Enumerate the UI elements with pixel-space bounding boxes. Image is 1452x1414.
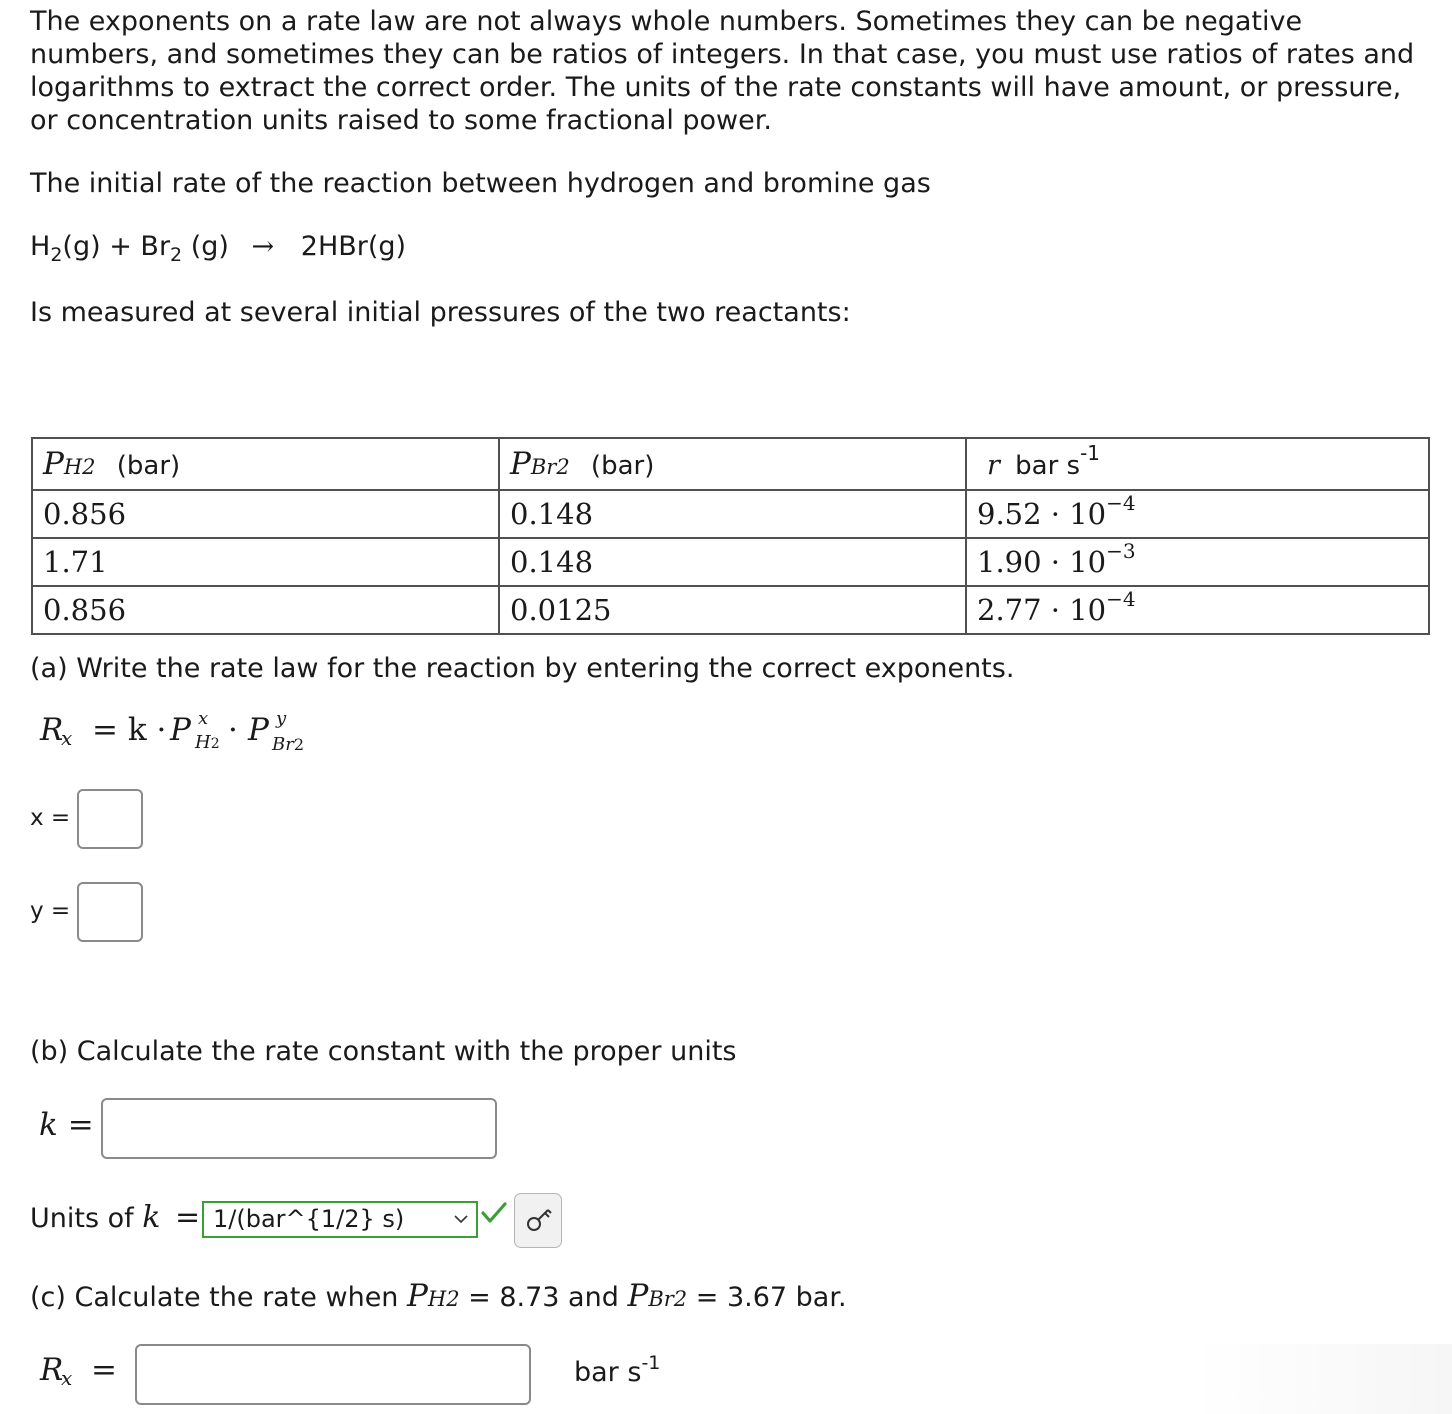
cell-rate: $1.90 \cdot 10^{-3}$ bbox=[966, 538, 1429, 586]
part-b-prompt: (b) Calculate the rate constant with the proper units bbox=[30, 1036, 737, 1067]
k-label: k = bbox=[39, 1107, 94, 1143]
bottom-fade bbox=[1192, 1344, 1452, 1414]
rx-label: R x = bbox=[40, 1352, 117, 1390]
units-selected-value: 1/(bar^{1/2} s) bbox=[213, 1205, 405, 1233]
key-button[interactable] bbox=[514, 1193, 562, 1248]
rate-law-formula: R x = k · P x H2 · P y Br2 bbox=[40, 708, 305, 755]
x-label: x = bbox=[30, 805, 71, 831]
cell-p-br2: 0.0125 bbox=[499, 586, 966, 634]
rate-data-table bbox=[31, 437, 1430, 635]
reaction-intro: The initial rate of the reaction between hydrogen and bromine gas bbox=[30, 168, 931, 199]
rate-unit: bar $s^{-1}$ bbox=[574, 1352, 661, 1388]
measured-text: Is measured at several initial pressures of the two reactants: bbox=[30, 297, 851, 328]
y-label: y = bbox=[30, 898, 71, 924]
header-rate: r bar $s^{-1}$ bbox=[966, 438, 1429, 490]
cell-p-h2: 0.856 bbox=[32, 490, 499, 538]
table-row bbox=[32, 586, 1429, 634]
units-label: Units of k = bbox=[30, 1200, 201, 1235]
check-icon bbox=[480, 1200, 508, 1226]
part-a-prompt: (a) Write the rate law for the reaction by entering the correct exponents. bbox=[30, 653, 1015, 684]
k-input[interactable] bbox=[101, 1098, 497, 1159]
header-p-br2: PBr2 (bar) bbox=[499, 438, 966, 490]
x-input[interactable] bbox=[77, 789, 143, 849]
reaction-equation: $H_2(g) + Br_2$ (g) → 2HBr(g) bbox=[30, 231, 407, 266]
table-row bbox=[32, 538, 1429, 586]
intro-text: The exponents on a rate law are not always whole numbers. Sometimes they can be negative numbers, and sometimes they can be ratios of integers. In that case, you must use ratios of rates and logarithms to extract the correct order. The units of the rate constants will have amount, or pressure, or concentration units raised to some fractional power. bbox=[30, 6, 1415, 136]
header-p-h2: PH2 (bar) bbox=[32, 438, 499, 490]
cell-p-h2: 0.856 bbox=[32, 586, 499, 634]
cell-p-h2: 1.71 bbox=[32, 538, 499, 586]
y-input[interactable] bbox=[77, 882, 143, 942]
key-icon bbox=[515, 1194, 563, 1249]
cell-rate: $9.52 \cdot 10^{-4}$ bbox=[966, 490, 1429, 538]
table-header-row bbox=[32, 438, 1429, 490]
rate-input[interactable] bbox=[135, 1344, 531, 1405]
table-row bbox=[32, 490, 1429, 538]
chevron-down-icon bbox=[452, 1203, 470, 1235]
cell-p-br2: 0.148 bbox=[499, 490, 966, 538]
cell-p-br2: 0.148 bbox=[499, 538, 966, 586]
units-select[interactable] bbox=[202, 1201, 478, 1238]
part-c-prompt: (c) Calculate the rate when PH2 = 8.73 and PBr2 = 3.67 bar. bbox=[30, 1278, 847, 1314]
cell-rate: $2.77 \cdot 10^{-4}$ bbox=[966, 586, 1429, 634]
